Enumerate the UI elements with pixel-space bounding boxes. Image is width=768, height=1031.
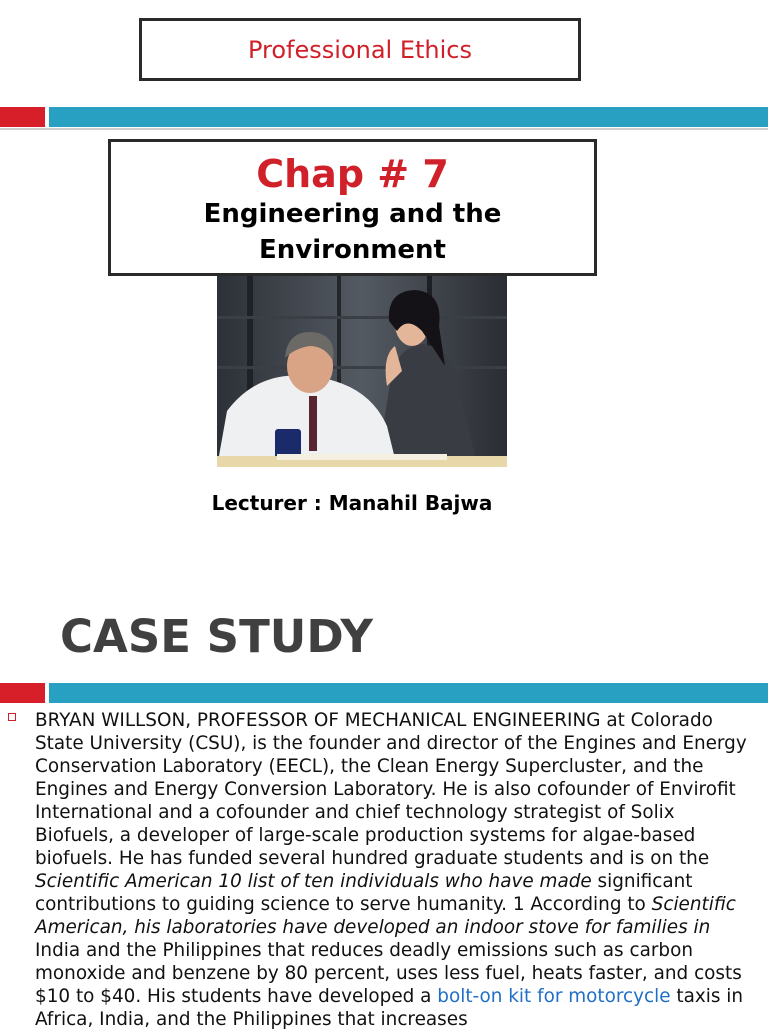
- office-photo: [217, 276, 507, 467]
- course-title: Professional Ethics: [247, 35, 472, 64]
- stripe-red-block: [0, 107, 45, 127]
- para-italic-text: Scientific American 10 list of ten individuals who have made: [35, 871, 592, 892]
- header-stripe: [0, 107, 768, 127]
- square-bullet-icon: [8, 713, 16, 721]
- case-study-heading: CASE STUDY: [60, 610, 373, 663]
- para-text: BRYAN WILLSON, PROFESSOR OF MECHANICAL ENGINEERING at Colorado State University (CSU), is the founder and director of the Engines and Energy Conservation Laboratory (EECL), the Clean Energy Supercluster, and the Engines and Energy Conversion Laboratory. He is also cofounder of Envirofit International and a cofounder and chief technology strategist of Solix Biofuels, a developer of large-scale production systems for algae-based biofuels. He has funded several hundred graduate students and is on the: [35, 710, 747, 869]
- chapter-title-box: [108, 139, 597, 276]
- para-italic-text: Scientific American, his laboratories have developed an indoor stove for families in: [35, 894, 736, 938]
- stripe-blue-bar: [49, 107, 768, 127]
- para-text: significant contributions to guiding science to serve humanity. 1 According to: [35, 871, 693, 915]
- case-study-paragraph: [35, 709, 757, 1031]
- bolt-on-kit-link[interactable]: bolt-on kit for motorcycle: [437, 986, 671, 1007]
- chapter-subtitle-line2: Environment: [259, 235, 446, 265]
- course-title-box: [139, 18, 581, 81]
- office-photo-illustration: [217, 276, 507, 467]
- para-text: taxis in Africa, India, and the Philippines that increases: [35, 986, 744, 1030]
- lecturer-name: Lecturer : Manahil Bajwa: [211, 491, 493, 515]
- para-text: India and the Philippines that reduces deadly emissions such as carbon monoxide and benzene by 80 percent, uses less fuel, heats faster, and costs $10 to $40. His students have developed a: [35, 940, 742, 1007]
- chapter-subtitle-line1: Engineering and the: [203, 199, 502, 229]
- case-study-stripe: [0, 683, 768, 703]
- stripe-blue-bar: [49, 683, 768, 703]
- stripe-red-block: [0, 683, 45, 703]
- chapter-number: Chap # 7: [256, 152, 449, 196]
- stripe-divider: [0, 128, 768, 130]
